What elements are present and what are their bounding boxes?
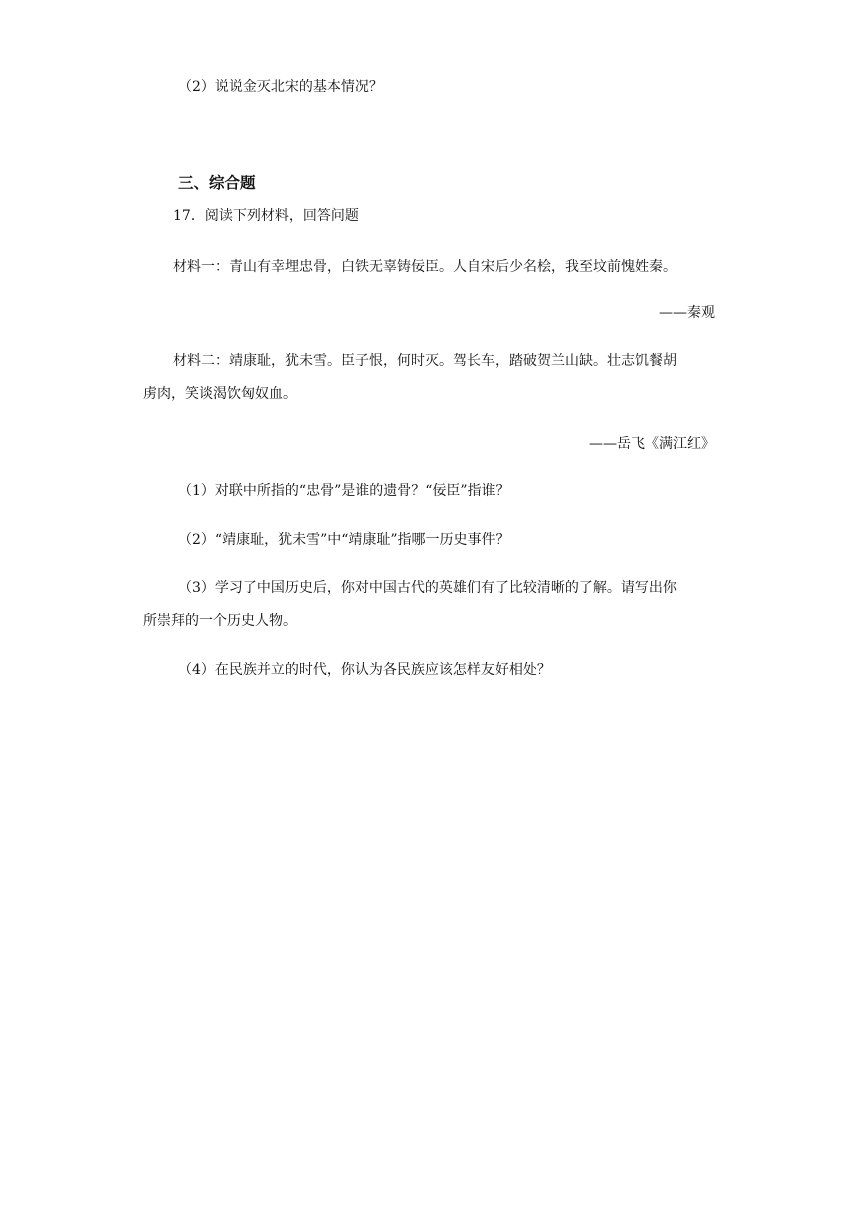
material-2-attribution: ——岳飞《满江红》 xyxy=(589,436,715,452)
sub-question-3-line-1: （3）学习了中国历史后，你对中国古代的英雄们有了比较清晰的了解。请写出你 xyxy=(178,580,677,596)
sub-question-3-line-2: 所崇拜的一个历史人物。 xyxy=(143,613,297,629)
material-1-text: 材料一：青山有幸埋忠骨，白铁无辜铸佞臣。人自宋后少名桧，我至坟前愧姓秦。 xyxy=(173,259,677,275)
sub-question-4: （4）在民族并立的时代，你认为各民族应该怎样友好相处？ xyxy=(178,662,551,678)
material-2-line-1: 材料二：靖康耻，犹未雪。臣子恨，何时灭。驾长车，踏破贺兰山缺。壮志饥餐胡 xyxy=(173,353,677,369)
sub-question-1: （1）对联中所指的“忠骨”是谁的遗骨？“佞臣”指谁？ xyxy=(178,483,510,499)
material-2-line-2: 虏肉，笑谈渴饮匈奴血。 xyxy=(143,386,297,402)
material-1-attribution: ——秦观 xyxy=(659,305,715,321)
question-17-stem: 17．阅读下列材料，回答问题 xyxy=(173,208,359,224)
question-2-text: （2）说说金灭北宋的基本情况？ xyxy=(178,79,383,95)
section-heading: 三、综合题 xyxy=(178,174,256,192)
sub-question-2: （2）“靖康耻，犹未雪”中“靖康耻”指哪一历史事件？ xyxy=(178,532,510,548)
